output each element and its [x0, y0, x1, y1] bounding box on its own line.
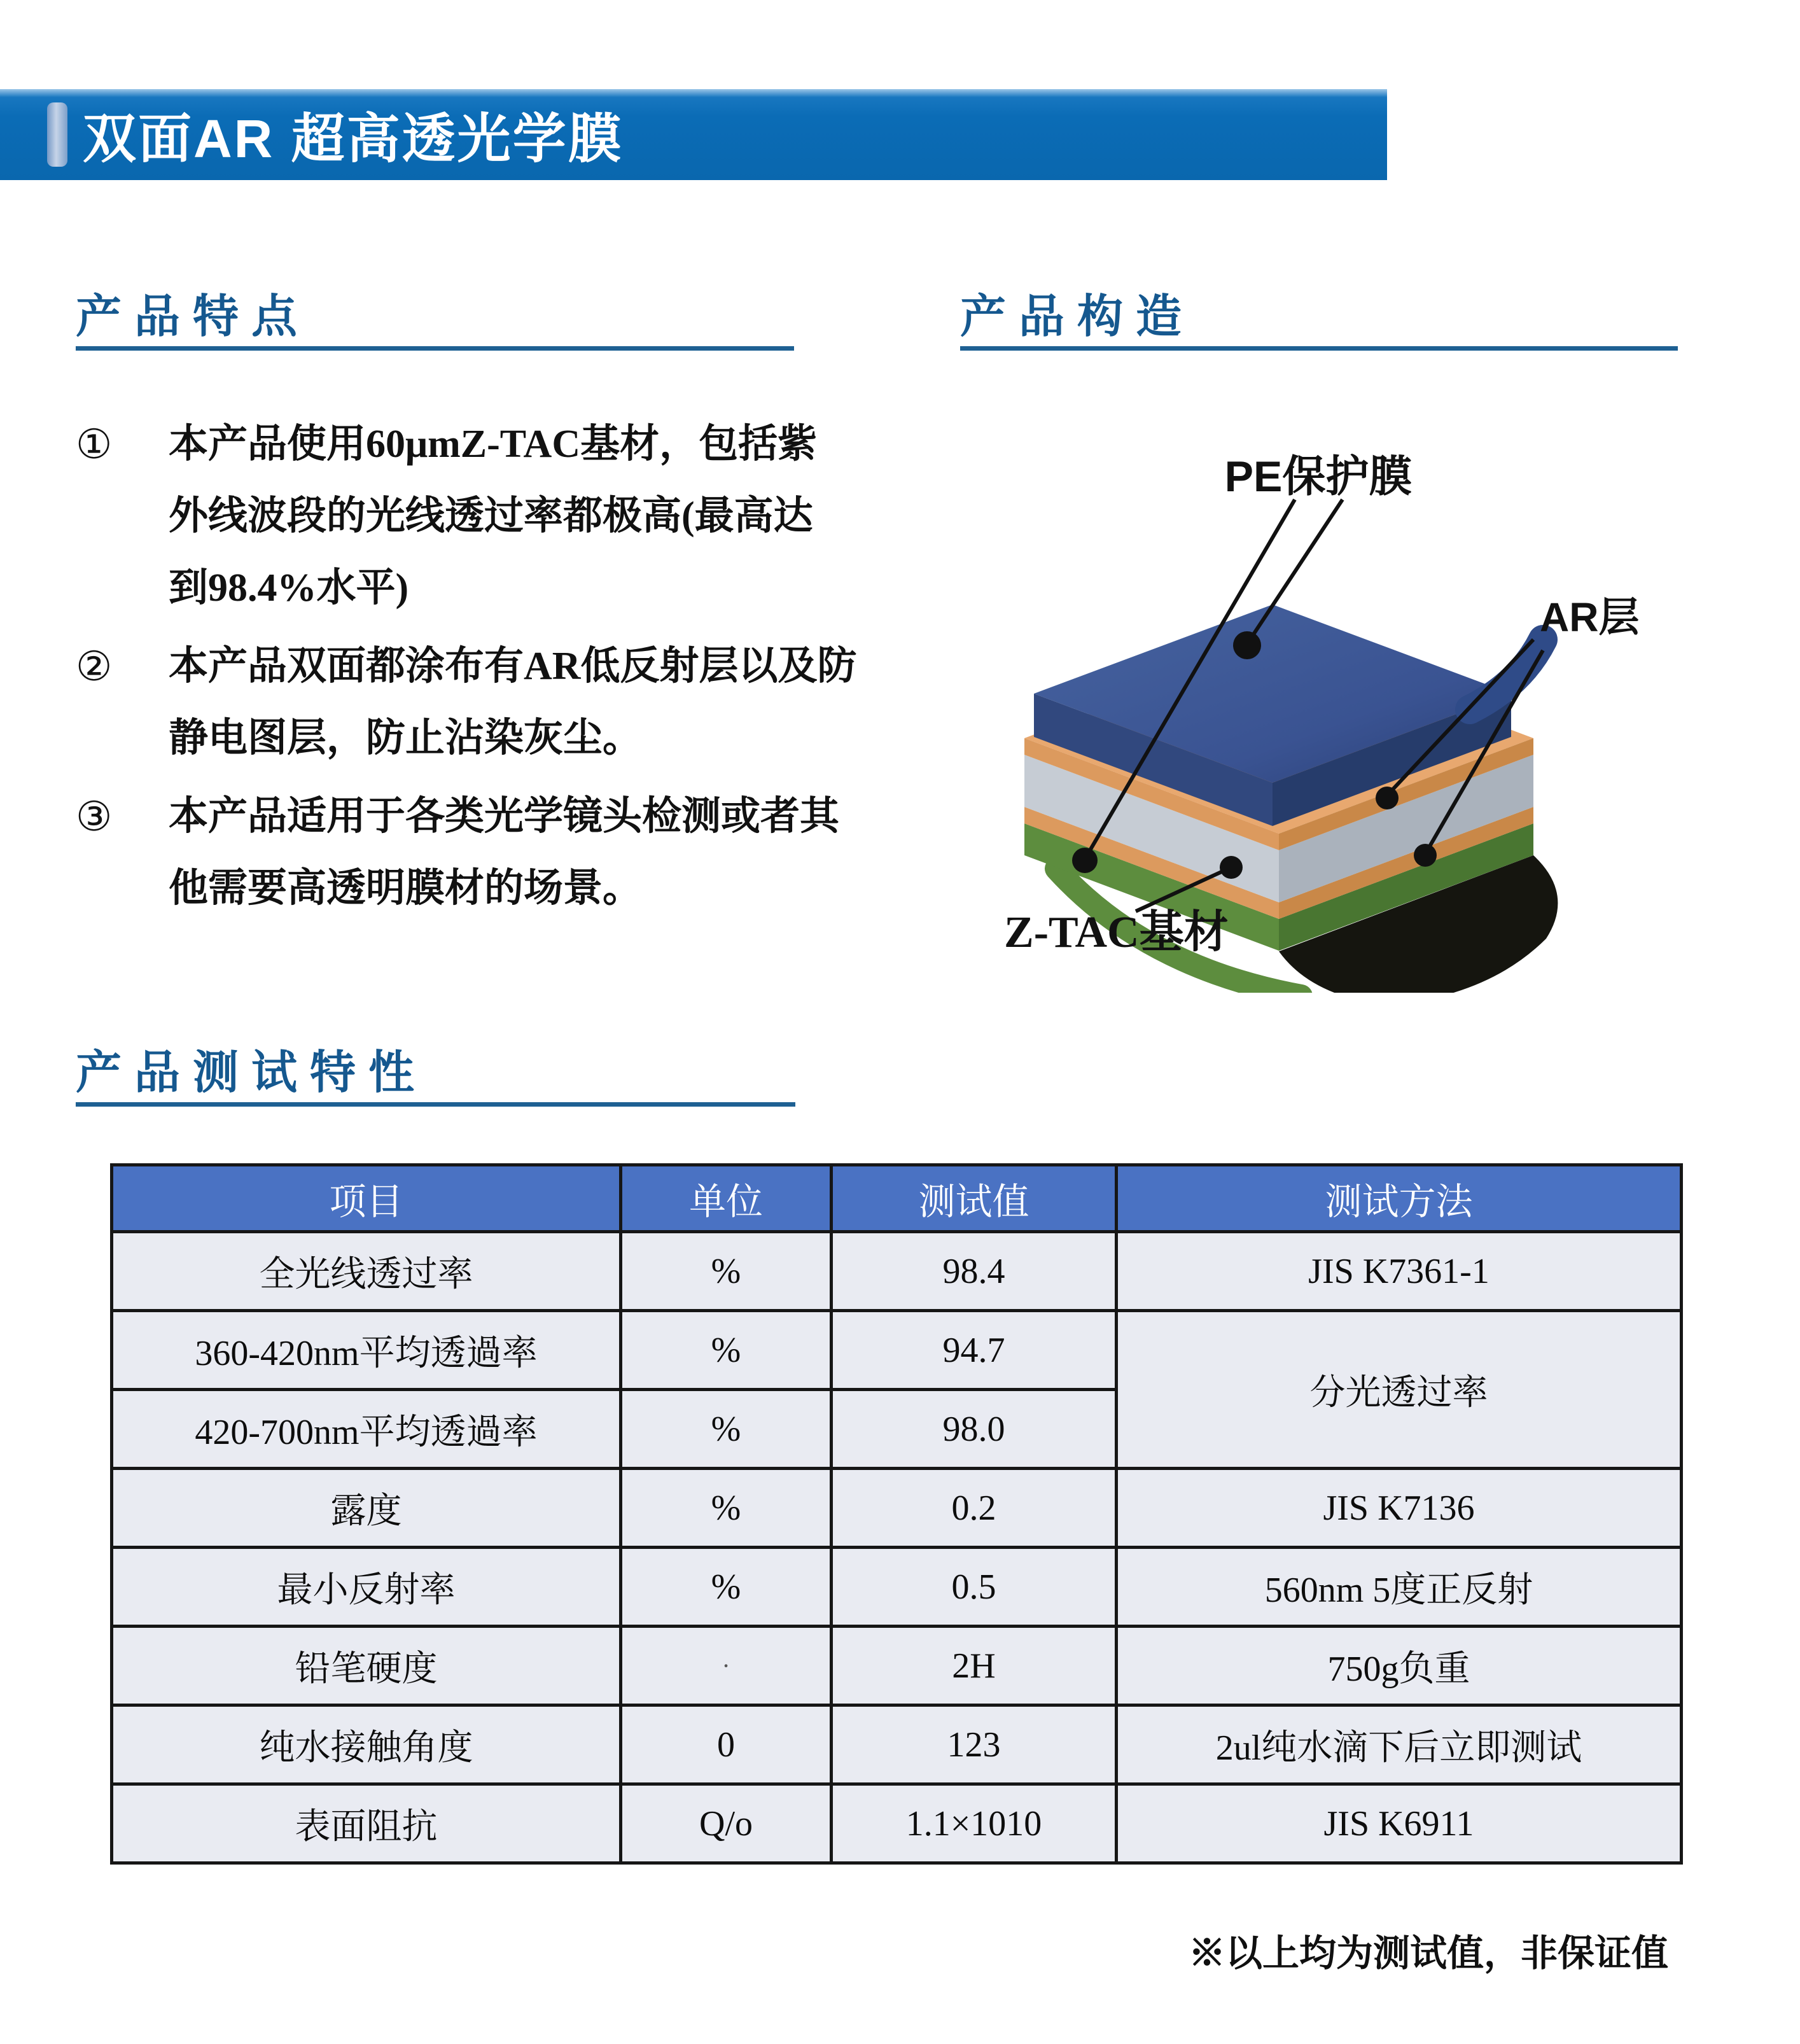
feature-item	[76, 409, 954, 624]
cell-method: JIS K7136	[1117, 1469, 1682, 1548]
feature-line: 静电图层，防止沾染灰尘。	[169, 717, 643, 760]
cell-value: 94.7	[832, 1311, 1117, 1390]
cell-value: 1.1×1010	[832, 1784, 1117, 1863]
table-row	[112, 1627, 1682, 1705]
column-header-item: 项目	[112, 1165, 621, 1232]
feature-number: ②	[76, 644, 113, 689]
feature-line: 外线波段的光线透过率都极高(最高达	[169, 494, 813, 538]
section-heading-features	[76, 291, 794, 351]
cell-item: 露度	[112, 1469, 621, 1548]
pe-film-lip	[1470, 640, 1543, 710]
table-row	[112, 1784, 1682, 1863]
cell-item: 360-420nm平均透過率	[112, 1311, 621, 1390]
title-bar	[0, 89, 1387, 180]
table-row	[112, 1548, 1682, 1627]
cell-unit: %	[621, 1311, 832, 1390]
cell-unit: ·	[621, 1627, 832, 1705]
cell-unit: 0	[621, 1705, 832, 1784]
table-row	[112, 1232, 1682, 1311]
cell-unit: Q/o	[621, 1784, 832, 1863]
label-ar-layer: AR层	[1540, 594, 1640, 640]
feature-number: ③	[76, 794, 113, 839]
cell-method: JIS K7361-1	[1117, 1232, 1682, 1311]
feature-text	[169, 409, 954, 624]
cell-item: 铅笔硬度	[112, 1627, 621, 1705]
title-accent-bar	[47, 102, 67, 167]
table-row	[112, 1705, 1682, 1784]
cell-item: 全光线透过率	[112, 1232, 621, 1311]
label-ztac-base: Z-TAC基材	[1004, 908, 1229, 957]
column-header-method: 测试方法	[1117, 1165, 1682, 1232]
cell-unit: %	[621, 1390, 832, 1469]
cell-method-merged: 分光透过率	[1117, 1311, 1682, 1469]
feature-line: 本产品适用于各类光学镜头检测或者其	[169, 795, 840, 838]
feature-text	[169, 631, 954, 774]
cell-value: 0.2	[832, 1469, 1117, 1548]
table-header-row	[112, 1165, 1682, 1232]
column-header-value: 测试值	[832, 1165, 1117, 1232]
page-title: 双面AR 超高透光学膜	[83, 109, 624, 169]
footnote: ※以上均为测试值，非保证值	[1188, 1933, 1668, 1974]
column-header-unit: 单位	[621, 1165, 832, 1232]
cell-item: 表面阻抗	[112, 1784, 621, 1863]
cell-unit: %	[621, 1232, 832, 1311]
cell-item: 纯水接触角度	[112, 1705, 621, 1784]
cell-method: JIS K6911	[1117, 1784, 1682, 1863]
cell-method: 750g负重	[1117, 1627, 1682, 1705]
cell-value: 123	[832, 1705, 1117, 1784]
cell-value: 0.5	[832, 1548, 1117, 1627]
cell-value: 2H	[832, 1627, 1117, 1705]
cell-unit: %	[621, 1469, 832, 1548]
product-structure-diagram	[980, 420, 1705, 993]
feature-item	[76, 631, 954, 774]
cell-method: 560nm 5度正反射	[1117, 1548, 1682, 1627]
feature-item	[76, 781, 954, 925]
section-heading-features-text: 产 品 特 点	[76, 291, 298, 342]
cell-value: 98.0	[832, 1390, 1117, 1469]
feature-line: 他需要高透明膜材的场景。	[169, 867, 643, 910]
table-row	[112, 1311, 1682, 1390]
cell-method: 2ul纯水滴下后立即测试	[1117, 1705, 1682, 1784]
section-heading-structure-text: 产 品 构 造	[960, 291, 1182, 342]
feature-list	[76, 409, 954, 931]
feature-number: ①	[76, 422, 113, 467]
cell-unit: %	[621, 1548, 832, 1627]
cell-item: 420-700nm平均透過率	[112, 1390, 621, 1469]
section-heading-structure	[960, 291, 1678, 351]
feature-line: 本产品使用60μmZ-TAC基材，包括紫	[169, 423, 818, 466]
feature-text	[169, 781, 954, 925]
section-heading-testing-text: 产 品 测 试 特 性	[76, 1047, 415, 1098]
spec-table	[110, 1163, 1683, 1865]
section-heading-testing	[76, 1047, 795, 1107]
label-pe-film: PE保护膜	[1224, 452, 1413, 501]
feature-line: 本产品双面都涂布有AR低反射层以及防	[169, 645, 857, 688]
table-row	[112, 1469, 1682, 1548]
cell-value: 98.4	[832, 1232, 1117, 1311]
cell-item: 最小反射率	[112, 1548, 621, 1627]
feature-line: 到98.4%水平)	[169, 566, 409, 610]
